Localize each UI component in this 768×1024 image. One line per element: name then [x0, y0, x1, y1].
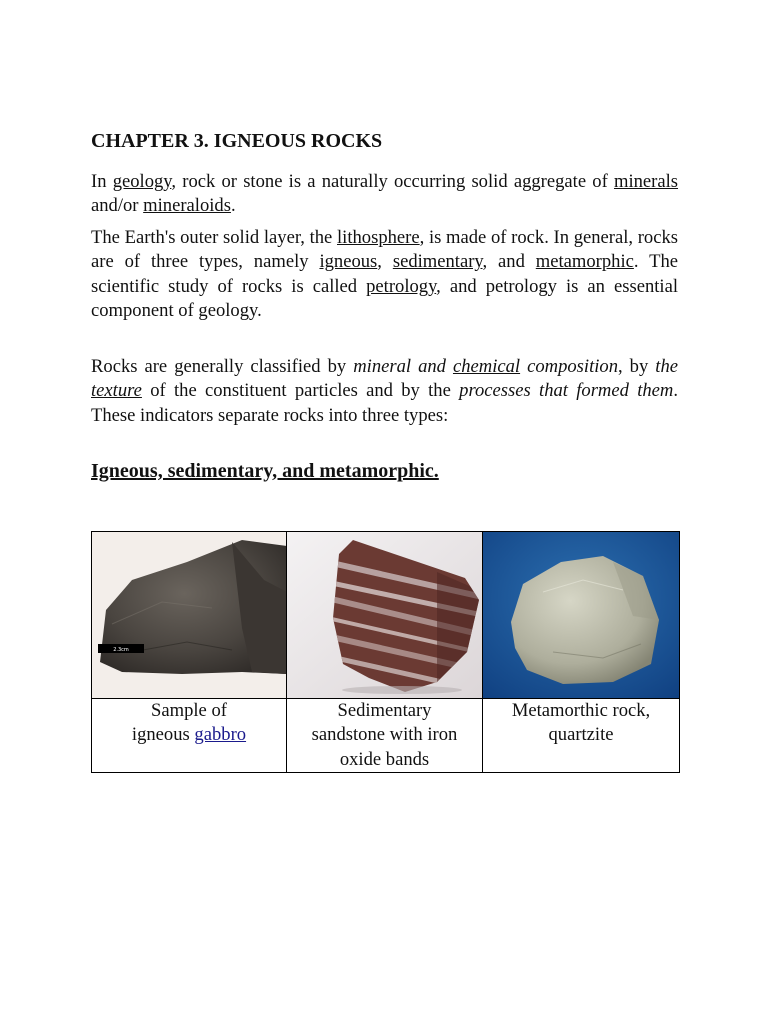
table-cell-quartzite-image [483, 532, 680, 699]
table-row-images [92, 532, 680, 699]
caption-quartzite: Metamorthic rock, quartzite [483, 699, 680, 773]
table-cell-sandstone-image [287, 532, 483, 699]
paragraph-lithosphere: The Earth's outer solid layer, the lithosphere, is made of rock. In general, rocks are of three types, namely igneous, sedimentary, and metamorphic. The scientific study of rocks is called petrology, and petrology is an essential component of geology. [91, 227, 679, 322]
link-petrology[interactable]: petrology [366, 275, 437, 297]
caption-sandstone: Sedimentary sandstone with iron oxide bands [287, 699, 483, 773]
paragraph-classification: Rocks are generally classified by mineral and chemical composition, by the texture of the constituent particles and by the processes that formed them. These indicators separate rocks into three types: [91, 356, 678, 426]
link-igneous[interactable]: igneous [319, 251, 378, 273]
rock-types-heading: Igneous, sedimentary, and metamorphic. [91, 460, 439, 482]
sandstone-image [287, 532, 482, 698]
gabbro-image [92, 532, 286, 698]
link-minerals[interactable]: minerals [613, 171, 679, 192]
link-sedimentary[interactable]: sedimentary [392, 251, 483, 273]
rock-samples-table [91, 531, 680, 773]
table-cell-gabbro-image [92, 532, 287, 699]
link-texture[interactable]: texture [91, 380, 142, 402]
link-metamorphic[interactable]: metamorphic [535, 251, 634, 273]
table-row-captions [92, 699, 680, 773]
chapter-title: CHAPTER 3. IGNEOUS ROCKS [91, 130, 383, 152]
scale-bar-label: 2.3cm [113, 647, 129, 653]
link-lithosphere[interactable]: lithosphere [337, 227, 420, 248]
link-gabbro[interactable]: gabbro [194, 724, 247, 746]
paragraph-definition: In geology, rock or stone is a naturally occurring solid aggregate of minerals and/or mineraloids. [91, 171, 679, 217]
quartzite-image [483, 532, 679, 698]
caption-gabbro: Sample of igneous gabbro [92, 699, 287, 773]
link-geology[interactable]: geology [112, 171, 172, 192]
link-chemical[interactable]: chemical [452, 356, 521, 377]
link-mineraloids[interactable]: mineraloids [143, 195, 231, 217]
